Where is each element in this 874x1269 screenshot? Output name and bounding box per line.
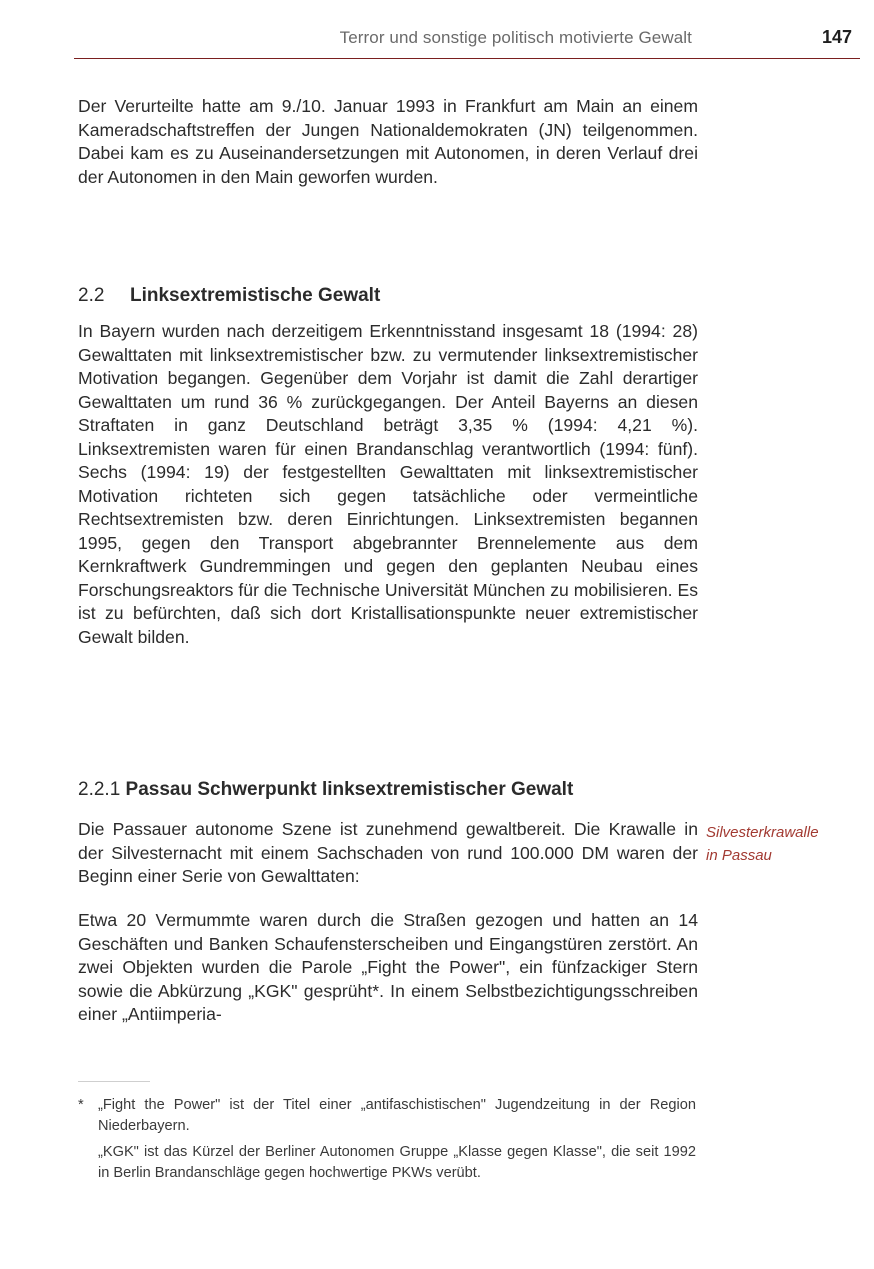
section-title: Linksextremistische Gewalt — [130, 285, 381, 306]
passau-paragraph-1 — [78, 818, 698, 889]
intro-text: Der Verurteilte hatte am 9./10. Januar 1993 in Frankfurt am Main an einem Kameradschaftstreffen der Jungen Nationaldemokraten (JN) teilgenommen. Dabei kam es zu Auseinandersetzungen mit Autonomen, in deren Verlauf drei der Autonomen in den Main geworfen wurden. — [78, 96, 698, 187]
margin-note-line-1: Silvesterkrawalle — [706, 824, 819, 841]
section-heading-2-2-1 — [78, 778, 698, 802]
margin-note-line-2: in Passau — [706, 847, 772, 864]
footnotes — [78, 1095, 696, 1183]
footnote-rule — [78, 1081, 150, 1082]
footnote-2-text: „KGK" ist das Kürzel der Berliner Autonomen Gruppe „Klasse gegen Klasse", die seit 1992 in Berlin Brandanschläge gegen hochwertige PKWs verübt. — [98, 1144, 696, 1181]
subsection-number: 2.2.1 — [78, 779, 121, 800]
links-paragraph — [78, 320, 698, 649]
section-heading-2-2 — [78, 284, 698, 308]
intro-paragraph — [78, 95, 698, 189]
margin-note — [706, 821, 856, 867]
subsection-title: Passau Schwerpunkt linksextremistischer Gewalt — [125, 779, 574, 800]
running-title: Terror und sonstige politisch motivierte Gewalt — [339, 28, 692, 47]
section-number: 2.2 — [78, 285, 105, 306]
footnote-2 — [78, 1142, 696, 1183]
page-number: 147 — [821, 27, 852, 47]
footnote-1-text: „Fight the Power" ist der Titel einer „antifaschistischen" Jugendzeitung in der Region Niederbayern. — [98, 1097, 696, 1134]
page-header — [74, 24, 860, 59]
passau-paragraph-2 — [78, 909, 698, 1027]
passau-text-2: Etwa 20 Vermummte waren durch die Straßen gezogen und hatten an 14 Geschäften und Banken Schaufensterscheiben und Eingangstüren zerstört. An zwei Objekten wurden die Parole „Fight the Power", ein fünfzackiger Stern sowie die Abkürzung „KGK" gesprüht*. In einem Selbstbezichtigungsschreiben einer „Antiimperia- — [78, 910, 698, 1024]
footnote-1 — [78, 1095, 696, 1136]
footnote-mark: * — [78, 1097, 84, 1113]
links-text: In Bayern wurden nach derzeitigem Erkenntnisstand insgesamt 18 (1994: 28) Gewalttaten mit linksextremistischer bzw. zu vermutender linksextremistischer Motivation begangen. Gegenüber dem Vorjahr ist damit die Zahl derartiger Gewalttaten um rund 36 % zurückgegangen. Der Anteil Bayerns an diesen Straftaten in ganz Deutschland beträgt 3,35 % (1994: 4,21 %). Linksextremisten waren für einen Brandanschlag verantwortlich (1994: fünf). Sechs (1994: 19) der festgestellten Gewalttaten mit linksextremistischer Motivation richteten sich gegen tatsächliche oder vermeintliche Rechtsextremisten bzw. deren Einrichtungen. Linksextremisten begannen 1995, gegen den Transport abgebrannter Brennelemente aus dem Kernkraftwerk Gundremmingen und gegen den geplanten Neubau eines Forschungsreaktors für die Technische Universität München zu mobilisieren. Es ist zu befürchten, daß sich dort Kristallisationspunkte neuer extremistischer Gewalt bilden. — [78, 321, 698, 647]
passau-text-1: Die Passauer autonome Szene ist zunehmend gewaltbereit. Die Krawalle in der Silvesternacht mit einem Sachschaden von rund 100.000 DM waren der Beginn einer Serie von Gewalttaten: — [78, 819, 698, 886]
